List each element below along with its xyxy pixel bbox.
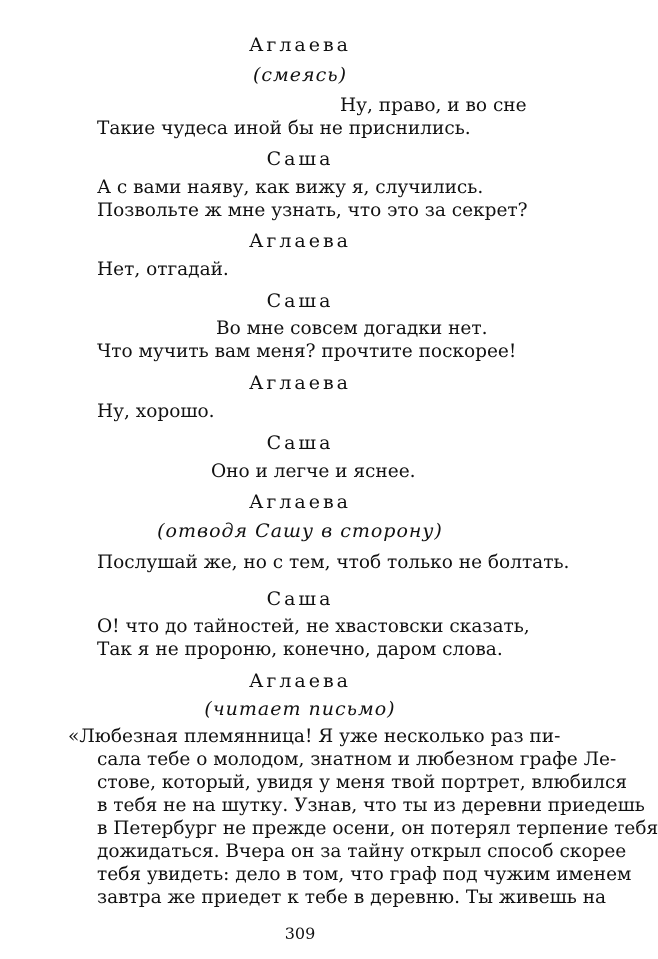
verse-line: Оно и легче и яснее.	[211, 461, 416, 482]
verse-line: Во мне совсем догадки нет.	[216, 318, 488, 339]
letter-line: дожидаться. Вчера он за тайну открыл способ скорее	[97, 841, 627, 862]
verse-line: А с вами наяву, как вижу я, случились.	[97, 177, 484, 198]
speaker-name: Аглаева	[248, 230, 351, 252]
letter-line: сала тебе о молодом, знатном и любезном графе Ле-	[97, 749, 617, 770]
speaker-name: Аглаева	[248, 34, 351, 56]
verse-line: Что мучить вам меня? прочтите поскорее!	[97, 341, 517, 362]
speaker-name: Аглаева	[248, 372, 351, 394]
verse-line: Так я не пророню, конечно, даром слова.	[97, 639, 503, 660]
stage-direction: (читает письмо)	[204, 698, 396, 720]
verse-line: Послушай же, но с тем, чтоб только не болтать.	[97, 552, 570, 573]
verse-line: Нет, отгадай.	[97, 259, 229, 280]
verse-line: О! что до тайностей, не хвастовски сказать,	[97, 616, 530, 637]
page-number: 309	[284, 924, 316, 943]
letter-line: завтра же приедет к тебе в деревню. Ты живешь на	[97, 887, 607, 908]
letter-line: в Петербург не прежде осени, он потерял терпение тебя	[97, 818, 658, 839]
speaker-name: Саша	[266, 148, 334, 170]
letter-line: «Любезная племянница! Я уже несколько раз пи-	[68, 726, 561, 747]
letter-line: тебя увидеть: дело в том, что граф под чужим именем	[97, 864, 632, 885]
speaker-name: Саша	[266, 588, 334, 610]
stage-direction: (смеясь)	[252, 64, 348, 86]
verse-line: Позвольте ж мне узнать, что это за секрет?	[97, 200, 528, 221]
stage-direction: (отводя Сашу в сторону)	[157, 520, 443, 542]
verse-line: Такие чудеса иной бы не приснились.	[97, 118, 471, 139]
letter-line: в тебя не на шутку. Узнав, что ты из деревни приедешь	[97, 795, 645, 816]
speaker-name: Саша	[266, 290, 334, 312]
speaker-name: Аглаева	[248, 670, 351, 692]
verse-line: Ну, хорошо.	[97, 401, 215, 422]
speaker-name: Саша	[266, 432, 334, 454]
verse-line: Ну, право, и во сне	[340, 95, 527, 116]
letter-line: стове, который, увидя у меня твой портрет, влюбился	[97, 772, 628, 793]
speaker-name: Аглаева	[248, 491, 351, 513]
